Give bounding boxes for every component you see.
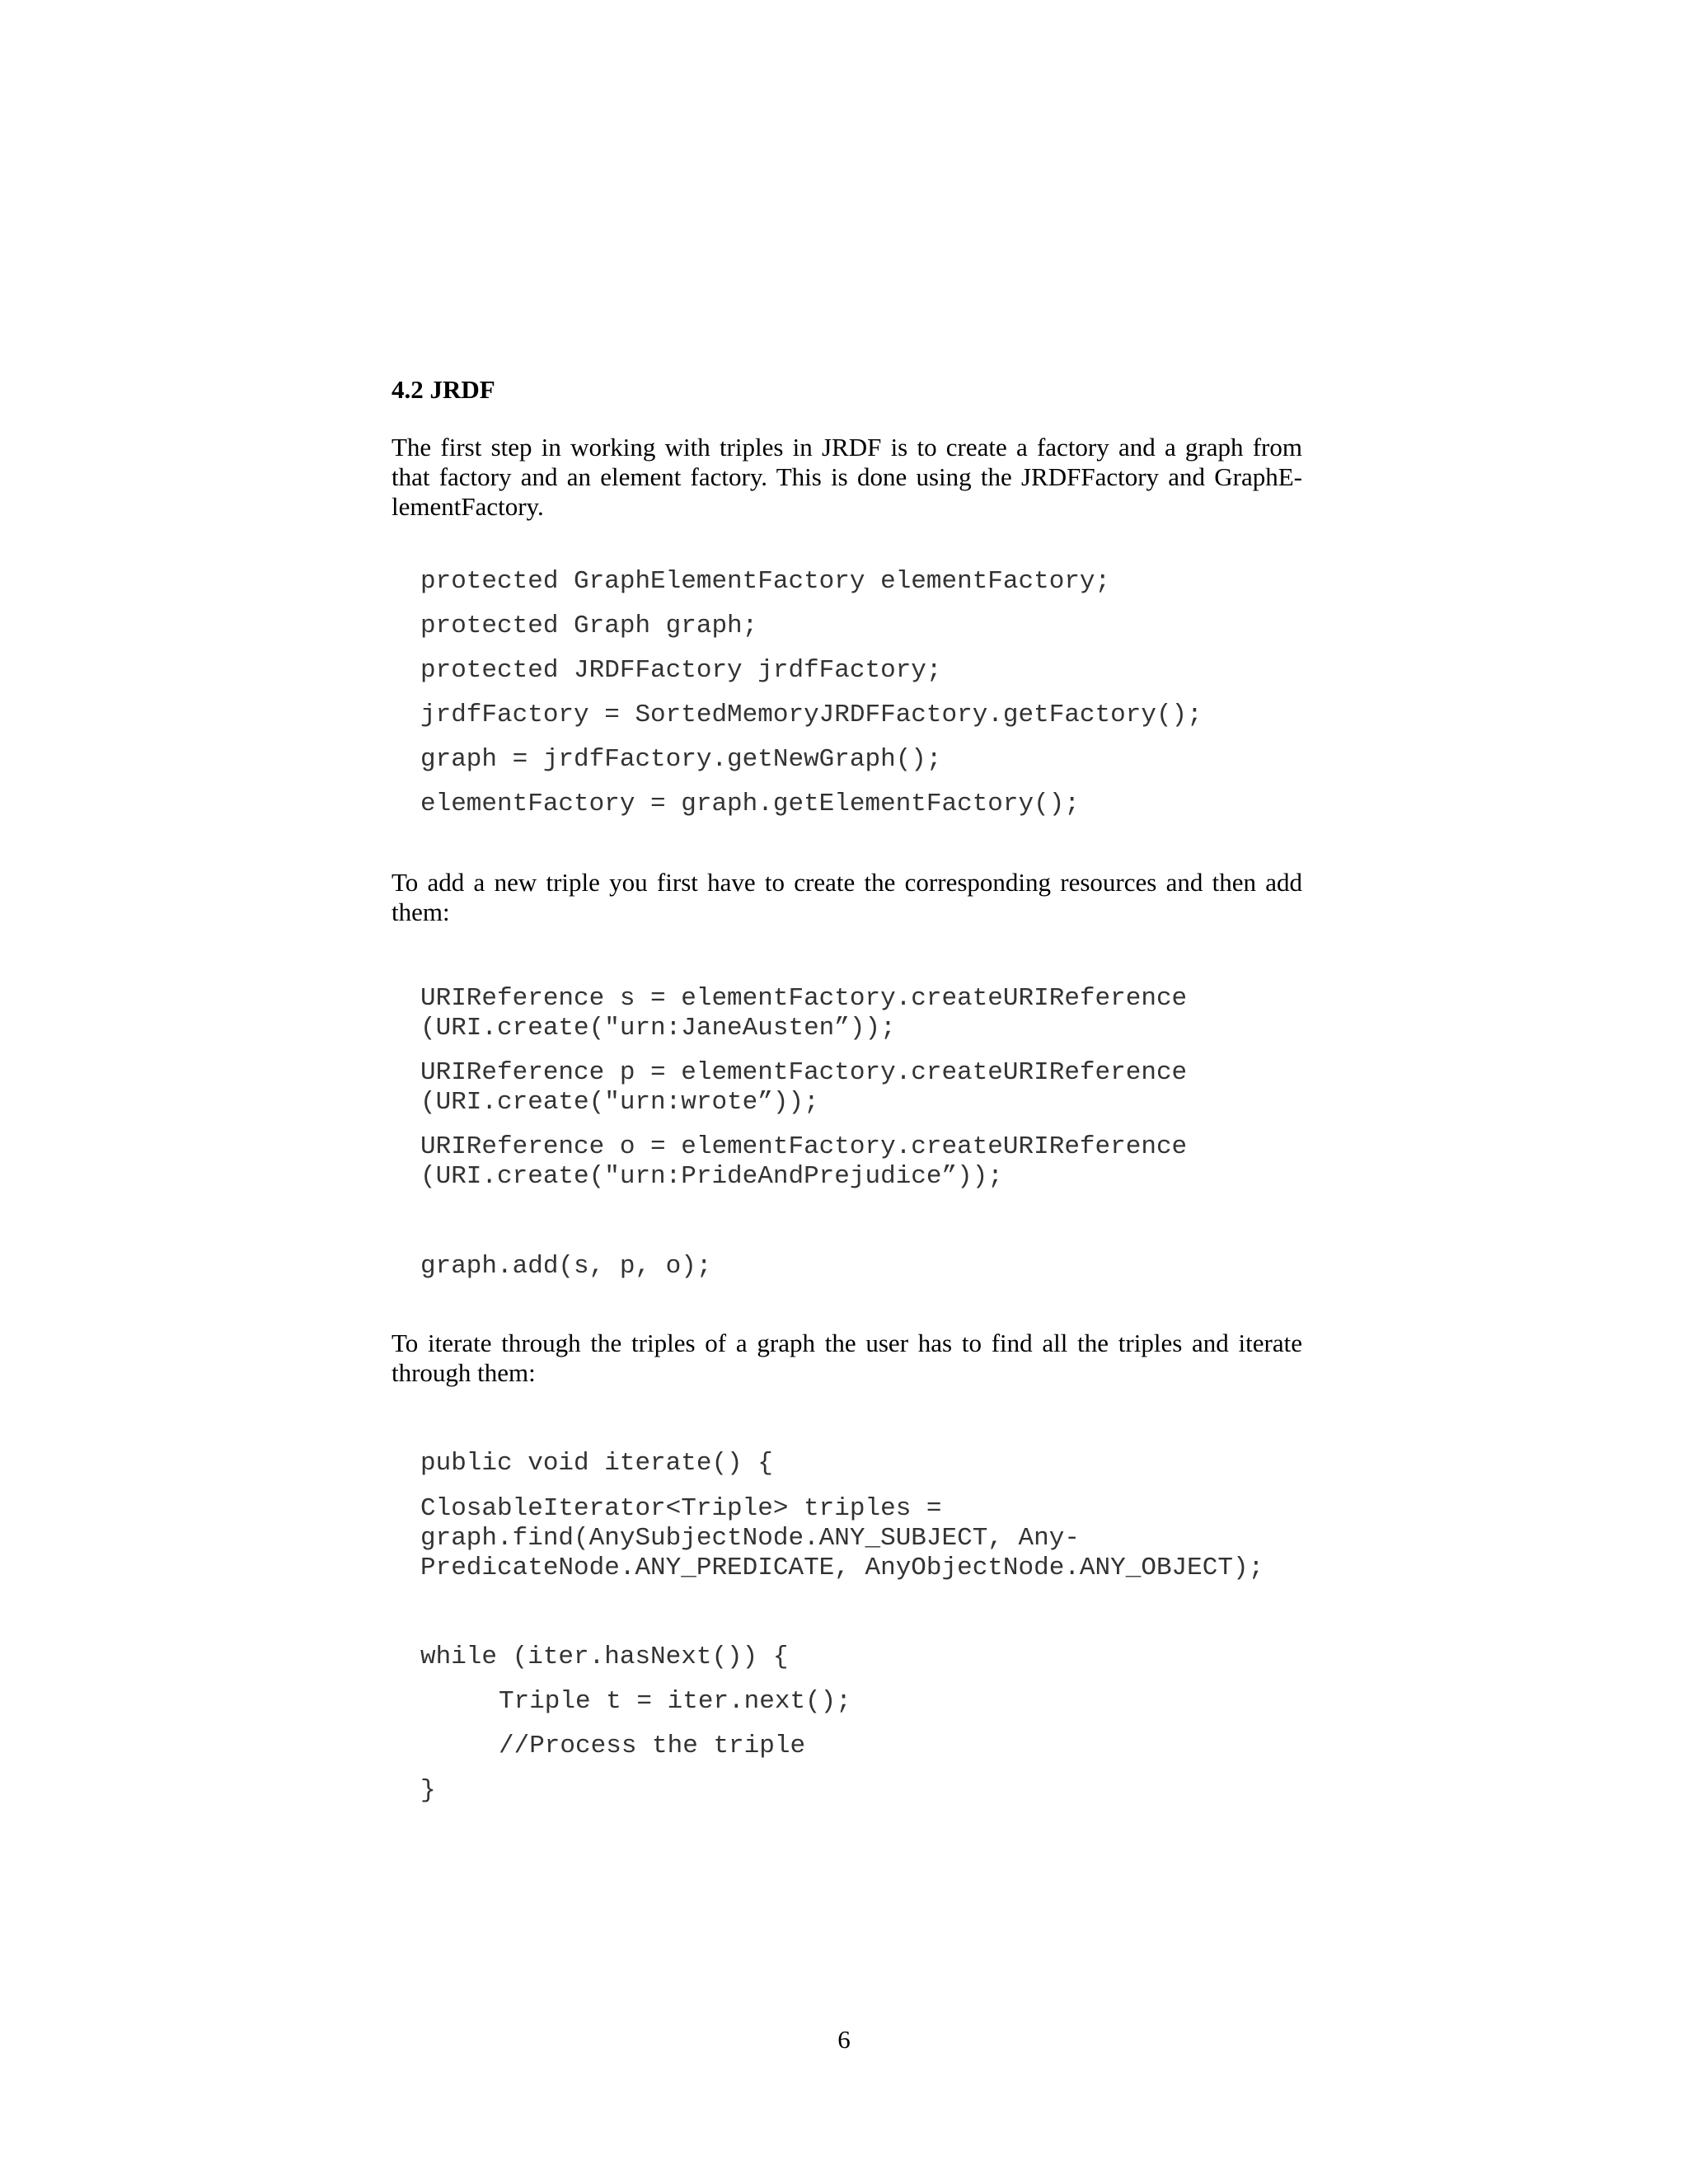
paragraph-add-triple xyxy=(392,868,1302,927)
code-line: ClosableIterator<Triple> triples = xyxy=(420,1494,942,1523)
code-line: URIReference o = elementFactory.createURIReference xyxy=(420,1132,1188,1161)
paragraph-iterate xyxy=(392,1329,1302,1388)
paragraph-line: lementFactory. xyxy=(392,492,544,521)
paragraph-intro xyxy=(392,433,1302,522)
code-line: graph = jrdfFactory.getNewGraph(); xyxy=(420,745,942,774)
code-line: graph.find(AnySubjectNode.ANY_SUBJECT, Any- xyxy=(420,1524,1080,1553)
code-line: URIReference p = elementFactory.createURIReference xyxy=(420,1058,1188,1087)
code-line: protected GraphElementFactory elementFactory; xyxy=(420,567,1111,596)
code-line: (URI.create("urn:wrote”)); xyxy=(420,1088,819,1117)
code-line: jrdfFactory = SortedMemoryJRDFFactory.getFactory(); xyxy=(420,701,1203,729)
code-line: graph.add(s, p, o); xyxy=(420,1252,712,1281)
code-line: PredicateNode.ANY_PREDICATE, AnyObjectNode.ANY_OBJECT); xyxy=(420,1554,1264,1582)
code-line: protected Graph graph; xyxy=(420,612,758,640)
code-line: URIReference s = elementFactory.createURIReference xyxy=(420,984,1188,1013)
paragraph-line: them: xyxy=(392,898,450,926)
paragraph-line: that factory and an element factory. This is done using the JRDFFactory and GraphE- xyxy=(392,462,1302,491)
code-line: while (iter.hasNext()) { xyxy=(420,1643,789,1671)
paragraph-line: To iterate through the triples of a graph the user has to find all the triples and iterate xyxy=(392,1329,1302,1357)
code-line: Triple t = iter.next(); xyxy=(499,1687,851,1716)
code-line: (URI.create("urn:JaneAusten”)); xyxy=(420,1014,896,1043)
section-heading: 4.2 JRDF xyxy=(392,375,495,404)
code-line: protected JRDFFactory jrdfFactory; xyxy=(420,656,942,685)
code-line: //Process the triple xyxy=(499,1732,806,1760)
paragraph-line: through them: xyxy=(392,1358,536,1387)
paragraph-line: To add a new triple you first have to create the corresponding resources and then add xyxy=(392,868,1302,897)
code-line: } xyxy=(420,1776,436,1805)
page-number: 6 xyxy=(837,2025,851,2054)
code-line: public void iterate() { xyxy=(420,1449,773,1478)
paragraph-line: The first step in working with triples in JRDF is to create a factory and a graph from xyxy=(392,433,1302,462)
code-line: elementFactory = graph.getElementFactory(); xyxy=(420,790,1080,818)
code-line: (URI.create("urn:PrideAndPrejudice”)); xyxy=(420,1162,1003,1191)
